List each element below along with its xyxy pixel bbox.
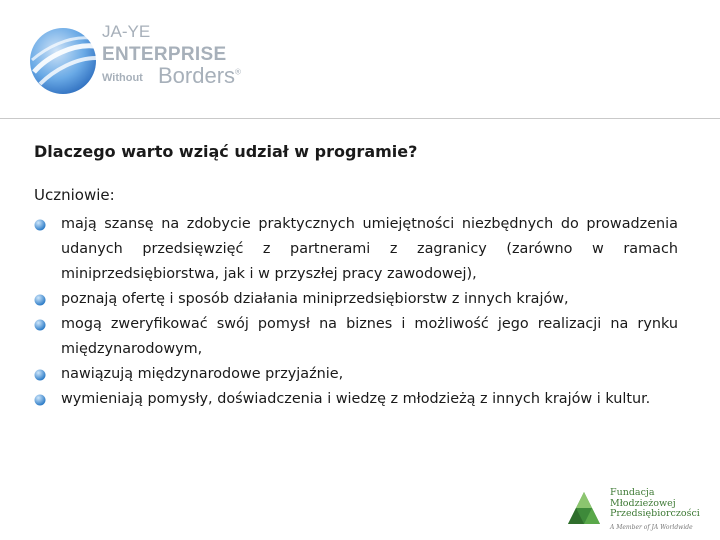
fundacja-name (610, 488, 700, 520)
list-item (34, 312, 678, 362)
list-item-text: wymieniają pomysły, doświadczenia i wiedzę z młodzieżą z innych krajów i kultur. (61, 391, 651, 407)
bullet-icon (34, 369, 46, 381)
fundacja-logo (566, 488, 716, 536)
fundacja-tagline: A Member of JA Worldwide (610, 524, 693, 531)
list-item (34, 212, 678, 287)
slide-heading: Dlaczego warto wziąć udział w programie? (34, 142, 418, 161)
logo-line-enterprise: ENTERPRISE (102, 44, 227, 65)
list-item (34, 362, 678, 387)
logo-line-borders (158, 63, 241, 89)
logo-line-without: Without (102, 72, 143, 84)
list-item-text: poznają ofertę i sposób działania miniprzedsiębiorstw z innych krajów, (61, 291, 569, 307)
logo-borders-text: Borders (158, 63, 236, 88)
trademark-mark: ® (235, 67, 241, 77)
list-item (34, 287, 678, 312)
list-item-text: mogą zweryfikować swój pomysł na biznes i możliwość jego realizacji na rynku międzynarodowym, (61, 316, 678, 357)
bullet-icon (34, 319, 46, 331)
header-divider (0, 118, 720, 119)
logo-line-jaye: JA-YE (102, 22, 151, 41)
list-item-text: nawiązują międzynarodowe przyjaźnie, (61, 366, 344, 382)
fundacja-line: Młodzieżowej (610, 497, 676, 509)
bullet-icon (34, 294, 46, 306)
bullet-icon (34, 394, 46, 406)
list-item (34, 387, 678, 412)
globe-icon (28, 26, 98, 96)
benefits-list (34, 212, 678, 412)
triangle-logo-icon (566, 490, 602, 526)
fundacja-line: Fundacja (610, 487, 655, 498)
fundacja-line: Przedsiębiorczości (610, 508, 700, 519)
bullet-icon (34, 219, 46, 231)
list-item-text: mają szansę na zdobycie praktycznych umiejętności niezbędnych do prowadzenia udanych przedsięwzięć z partnerami z zagranicy (zarówno w ramach miniprzedsiębiorstwa, jak i w przyszłej pracy zawodowej), (61, 216, 678, 282)
ja-ye-logo (28, 18, 248, 104)
slide-intro: Uczniowie: (34, 186, 115, 204)
